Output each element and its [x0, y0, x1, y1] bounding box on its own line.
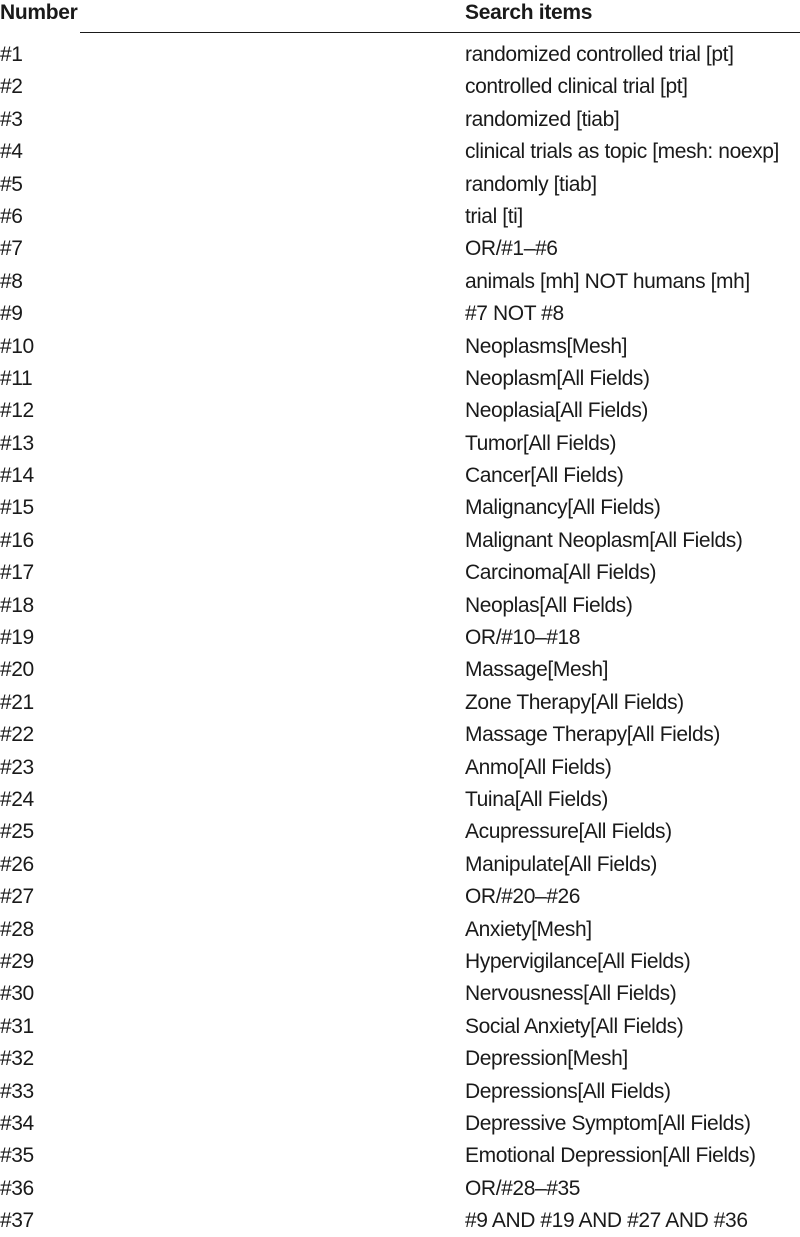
row-number: #33: [0, 1079, 34, 1103]
table-row: [0, 455, 800, 487]
row-search-item: Malignant Neoplasm[All Fields): [465, 528, 743, 552]
table-row: [0, 423, 800, 455]
table-row: [0, 196, 800, 228]
row-search-item: OR/#20–#26: [465, 885, 581, 909]
table-row: [0, 261, 800, 293]
table-row: [0, 1006, 800, 1038]
row-search-item: #7 NOT #8: [465, 302, 564, 326]
row-number: #34: [0, 1111, 34, 1135]
row-number: #1: [0, 43, 23, 66]
table-row: [0, 390, 800, 422]
table-row: [0, 617, 800, 649]
row-number: #22: [0, 723, 34, 747]
row-search-item: Cancer[All Fields): [465, 464, 624, 488]
row-number: #19: [0, 626, 34, 650]
row-number: #14: [0, 464, 34, 488]
table-row: [0, 520, 800, 552]
row-number: #2: [0, 75, 23, 99]
row-number: #32: [0, 1047, 34, 1071]
row-number: #24: [0, 787, 34, 811]
row-search-item: trial [ti]: [465, 204, 523, 228]
row-number: #31: [0, 1014, 34, 1038]
table-row: [0, 941, 800, 973]
row-search-item: randomized [tiab]: [465, 107, 620, 131]
row-search-item: Anxiety[Mesh]: [465, 917, 592, 941]
row-search-item: randomized controlled trial [pt]: [465, 43, 734, 66]
table-row: [0, 649, 800, 681]
table-row: [0, 228, 800, 260]
row-number: #5: [0, 172, 23, 196]
table-row: [0, 844, 800, 876]
row-search-item: Tuina[All Fields): [465, 787, 608, 811]
row-number: #30: [0, 982, 34, 1006]
table-row: [0, 552, 800, 584]
row-search-item: animals [mh] NOT humans [mh]: [465, 269, 750, 293]
table-row: [0, 909, 800, 941]
table-row: [0, 34, 800, 66]
row-search-item: Neoplas[All Fields): [465, 593, 633, 617]
row-search-item: Malignancy[All Fields): [465, 496, 661, 520]
header-number: Number: [0, 1, 78, 24]
row-number: #12: [0, 399, 34, 423]
table-row: [0, 99, 800, 131]
row-search-item: randomly [tiab]: [465, 172, 597, 196]
row-number: #18: [0, 593, 34, 617]
table-body: [0, 34, 800, 1232]
table-row: [0, 131, 800, 163]
table-row: [0, 585, 800, 617]
row-search-item: Massage Therapy[All Fields): [465, 723, 720, 747]
table-row: [0, 1200, 800, 1232]
row-search-item: clinical trials as topic [mesh: noexp]: [465, 140, 779, 164]
header-divider: [80, 32, 800, 33]
row-search-item: Zone Therapy[All Fields): [465, 690, 684, 714]
row-number: #8: [0, 269, 23, 293]
row-search-item: Massage[Mesh]: [465, 658, 609, 682]
row-number: #36: [0, 1176, 34, 1200]
row-search-item: OR/#10–#18: [465, 626, 581, 650]
row-number: #11: [0, 366, 33, 390]
row-search-item: Acupressure[All Fields): [465, 820, 672, 844]
row-number: #9: [0, 302, 23, 326]
row-search-item: Depression[Mesh]: [465, 1047, 628, 1071]
row-number: #17: [0, 561, 34, 585]
row-number: #37: [0, 1209, 34, 1233]
row-search-item: Nervousness[All Fields): [465, 982, 677, 1006]
table-row: [0, 876, 800, 908]
row-number: #26: [0, 852, 34, 876]
row-search-item: Carcinoma[All Fields): [465, 561, 657, 585]
table-row: [0, 164, 800, 196]
table-row: [0, 1135, 800, 1167]
row-number: #29: [0, 949, 34, 973]
row-search-item: #9 AND #19 AND #27 AND #36: [465, 1209, 748, 1233]
table-row: [0, 1071, 800, 1103]
row-search-item: OR/#28–#35: [465, 1176, 581, 1200]
table-row: [0, 1103, 800, 1135]
table-row: [0, 358, 800, 390]
row-search-item: Neoplasms[Mesh]: [465, 334, 628, 358]
row-number: #16: [0, 528, 34, 552]
row-search-item: Hypervigilance[All Fields): [465, 949, 691, 973]
row-search-item: OR/#1–#6: [465, 237, 558, 261]
row-number: #13: [0, 431, 34, 455]
table-row: [0, 1038, 800, 1070]
row-search-item: Depressions[All Fields): [465, 1079, 671, 1103]
table-row: [0, 326, 800, 358]
row-number: #3: [0, 107, 23, 131]
row-search-item: Emotional Depression[All Fields): [465, 1144, 756, 1168]
row-search-item: Neoplasia[All Fields): [465, 399, 649, 423]
row-number: #21: [0, 690, 34, 714]
table-header: [0, 0, 800, 34]
table-row: [0, 682, 800, 714]
row-search-item: Manipulate[All Fields): [465, 852, 657, 876]
row-number: #15: [0, 496, 34, 520]
table-row: [0, 487, 800, 519]
row-search-item: controlled clinical trial [pt]: [465, 75, 688, 99]
table-row: [0, 747, 800, 779]
row-number: #6: [0, 204, 23, 228]
table-row: [0, 1168, 800, 1200]
row-number: #7: [0, 237, 23, 261]
row-number: #10: [0, 334, 34, 358]
row-number: #28: [0, 917, 34, 941]
row-number: #23: [0, 755, 34, 779]
table-row: [0, 973, 800, 1005]
row-search-item: Depressive Symptom[All Fields): [465, 1111, 751, 1135]
table-row: [0, 779, 800, 811]
row-number: #4: [0, 140, 23, 164]
row-search-item: Neoplasm[All Fields): [465, 366, 650, 390]
table-row: [0, 66, 800, 98]
table-row: [0, 811, 800, 843]
header-search-items: Search items: [465, 1, 593, 24]
table-row: [0, 714, 800, 746]
row-number: #20: [0, 658, 34, 682]
row-search-item: Tumor[All Fields): [465, 431, 617, 455]
table-row: [0, 293, 800, 325]
row-search-item: Social Anxiety[All Fields): [465, 1014, 684, 1038]
row-number: #27: [0, 885, 34, 909]
row-number: #25: [0, 820, 34, 844]
row-number: #35: [0, 1144, 34, 1168]
row-search-item: Anmo[All Fields): [465, 755, 612, 779]
